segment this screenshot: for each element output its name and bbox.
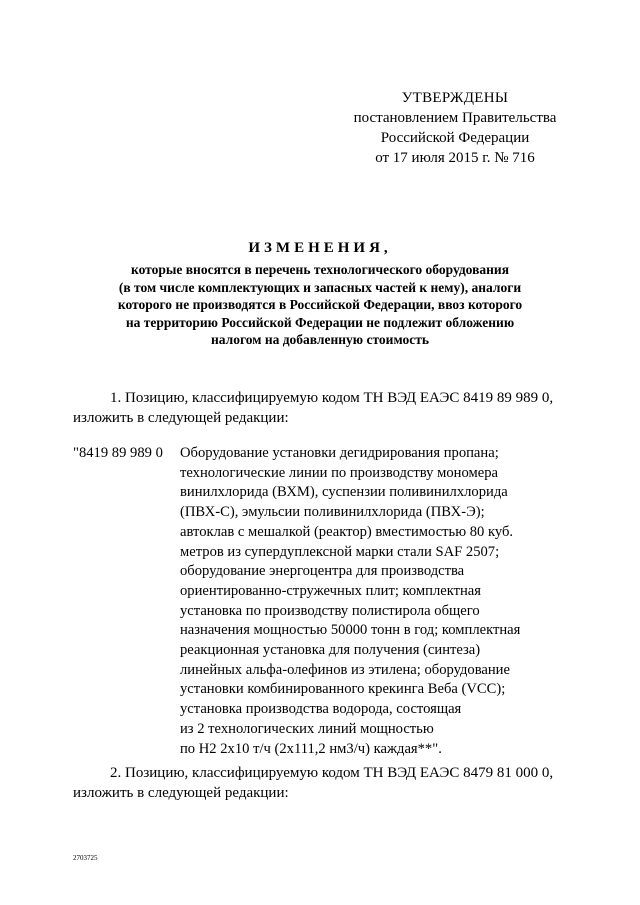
document-number: 2703725: [73, 854, 98, 862]
entry-1-desc-line: Оборудование установки дегидрирования пропана;: [180, 445, 499, 461]
entry-1-desc-line: линейных альфа-олефинов из этилена; оборудование: [180, 661, 510, 678]
item-1-line-1: 1. Позицию, классифицируемую кодом ТН ВЭД ЕАЭС 8419 89 989 0,: [110, 390, 554, 406]
title-line-4: на территорию Российской Федерации не подлежит обложению: [125, 314, 515, 330]
title-line-5: налогом на добавленную стоимость: [211, 332, 429, 347]
entry-1-code: "8419 89 989 0: [73, 445, 163, 461]
title-line-3: которого не производятся в Российской Федерации, ввоз которого: [117, 297, 523, 312]
entry-1-desc-line: назначения мощностью 50000 тонн в год; комплектная: [180, 622, 521, 639]
entry-1-desc-line: установки комбинированного крекинга Веба (VCC);: [180, 681, 506, 698]
item-1-paragraph: [73, 388, 573, 428]
entry-1-desc-line: установка производства водорода, состоящая: [180, 701, 462, 718]
approval-line-3: от 17 июля 2015 г. № 716: [375, 150, 535, 166]
item-2-line-2: изложить в следующей редакции:: [73, 785, 289, 801]
entry-1-desc-line: метров из супердуплексной марки стали SAF 2507;: [180, 543, 500, 560]
entry-1-description: [180, 444, 560, 759]
entry-1-desc-line: оборудование энергоцентра для производства: [180, 563, 465, 580]
entry-1-desc-line: по Н2 2х10 т/ч (2х111,2 нм3/ч) каждая**".: [180, 740, 442, 757]
item-2-paragraph: [73, 763, 573, 803]
item-2-line-1: 2. Позицию, классифицируемую кодом ТН ВЭД ЕАЭС 8479 81 000 0,: [110, 765, 554, 781]
approval-line-1: постановлением Правительства: [353, 110, 557, 126]
approval-heading: УТВЕРЖДЕНЫ: [401, 90, 509, 106]
entry-1-desc-line: ориентированно-стружечных плит; комплектная: [180, 582, 482, 599]
approval-block: [330, 88, 580, 168]
approval-line-2: Российской Федерации: [380, 130, 530, 146]
entry-1-desc-line: установка по производству полистирола общего: [180, 602, 480, 619]
document-title: [60, 238, 580, 349]
item-1-line-2: изложить в следующей редакции:: [73, 410, 289, 426]
entry-1-desc-line: (ПВХ-С), эмульсии поливинилхлорида (ПВХ-Э);: [180, 504, 485, 521]
title-line-2: (в том числе комплектующих и запасных частей к нему), аналоги: [118, 279, 522, 295]
entry-1-desc-line: винилхлорида (ВХМ), суспензии поливинилхлорида: [180, 484, 508, 501]
entry-1-desc-line: технологические линии по производству мономера: [180, 464, 498, 481]
entry-1-desc-line: автоклав с мешалкой (реактор) вместимостью 80 куб.: [180, 523, 514, 540]
entry-1-desc-line: из 2 технологических линий мощностью: [180, 720, 434, 737]
title-main: ИЗМЕНЕНИЯ,: [248, 240, 392, 256]
title-subtitle: [60, 261, 580, 349]
title-line-1: которые вносятся в перечень технологического оборудования: [130, 262, 510, 277]
entry-1-desc-line: реакционная установка для получения (синтеза): [180, 642, 481, 659]
